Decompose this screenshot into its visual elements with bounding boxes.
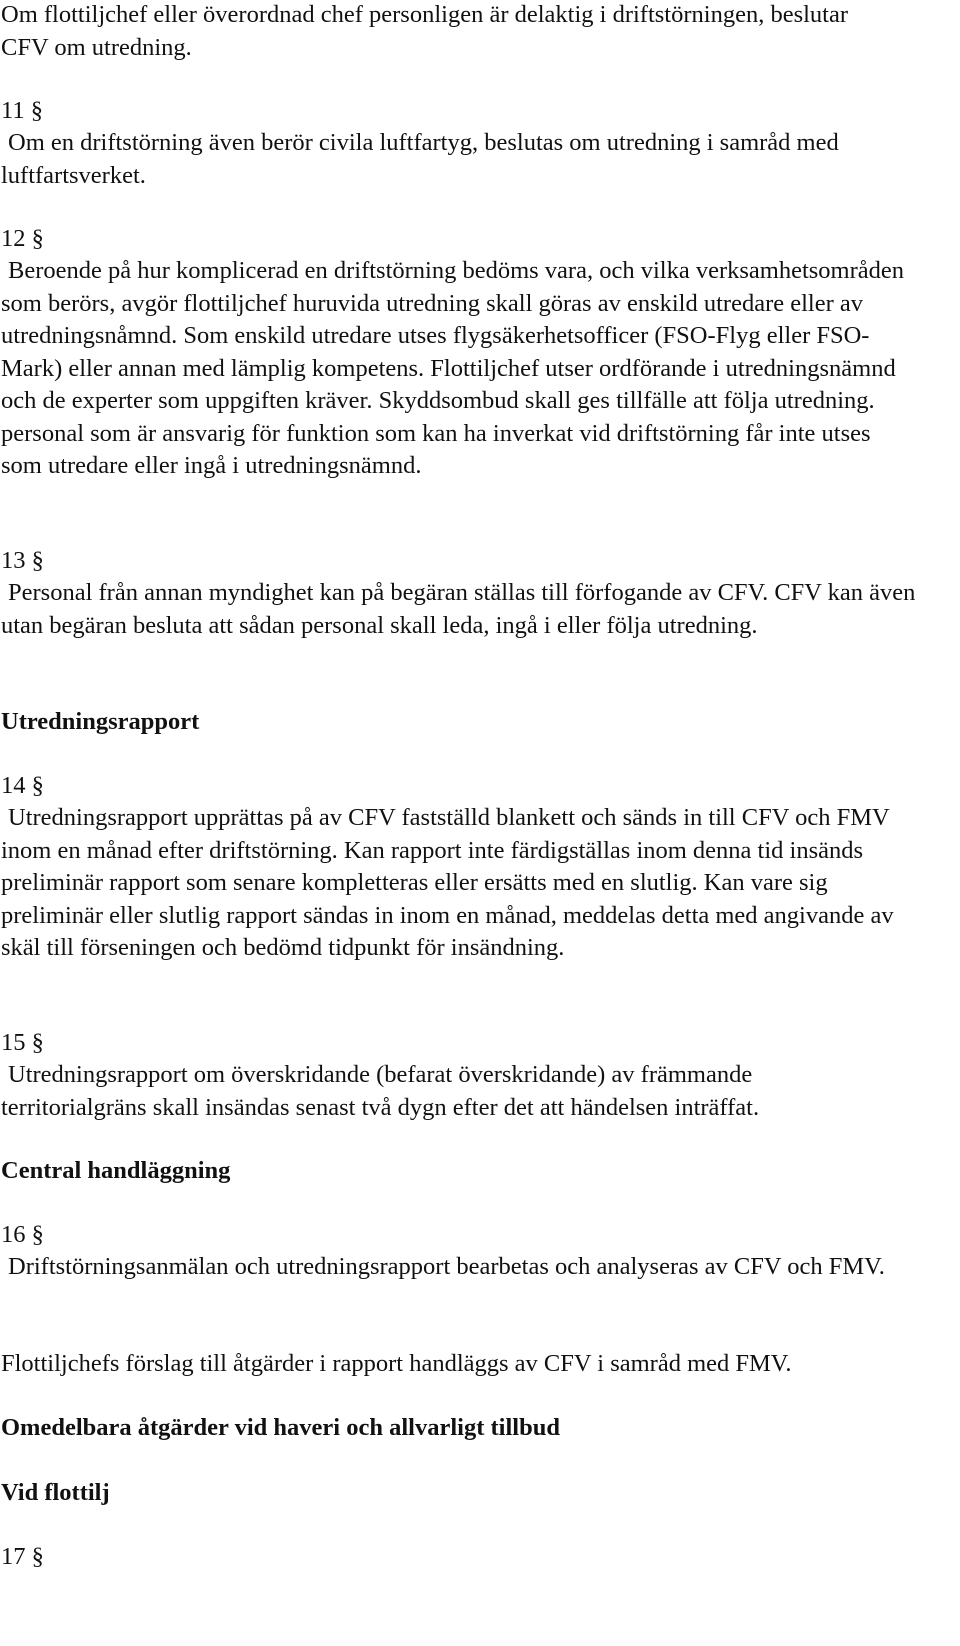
flottiljchefs-paragraph: Flottiljchefs förslag till åtgärder i rapport handläggs av CFV i samråd med FMV.	[1, 1350, 792, 1377]
section-12-number: 12 §	[1, 225, 44, 252]
section-15-number: 15 §	[1, 1029, 44, 1056]
heading-central-handlaggning: Central handläggning	[1, 1157, 231, 1184]
section-16-number: 16 §	[1, 1221, 44, 1248]
section-11-text: Om en driftstörning även berör civila luftfartyg, beslutas om utredning i samråd med luftfartsverket.	[1, 129, 839, 189]
section-17-number: 17 §	[1, 1543, 44, 1570]
section-14-text: Utredningsrapport upprättas på av CFV fastställd blankett och sänds in till CFV och FMV inom en månad efter driftstörning. Kan rapport inte färdigställas inom denna tid insänds preliminär rapport som senare kompletteras eller ersätts med en slutlig. Kan vare sig preliminär eller slutlig rapport sändas in inom en månad, meddelas detta med angivande av skäl till förseningen och bedömd tidpunkt för insändning.	[1, 804, 894, 961]
intro-paragraph: Om flottiljchef eller överordnad chef personligen är delaktig i driftstörningen, beslutar CFV om utredning.	[1, 1, 849, 61]
section-13-text: Personal från annan myndighet kan på begäran ställas till förfogande av CFV. CFV kan även utan begäran besluta att sådan personal skall leda, ingå i eller följa utredning.	[1, 579, 916, 639]
section-14-number: 14 §	[1, 772, 44, 799]
section-15-text: Utredningsrapport om överskridande (befarat överskridande) av främmande territorialgräns skall insändas senast två dygn efter det att händelsen inträffat.	[1, 1061, 760, 1121]
section-12-text: Beroende på hur komplicerad en driftstörning bedöms vara, och vilka verksamhetsområden som berörs, avgör flottiljchef huruvida utredning skall göras av enskild utredare eller av utredningsnåmnd. Som enskild utredare utses flygsäkerhetsofficer (FSO-Flyg eller FSO-Mark) eller annan med lämplig kompetens. Flottiljchef utser ordförande i utredningsnämnd och de experter som uppgiften kräver. Skyddsombud skall ges tillfälle att följa utredning. personal som är ansvarig för funktion som kan ha inverkat vid driftstörning får inte utses som utredare eller ingå i utredningsnämnd.	[1, 257, 905, 479]
heading-vid-flottilj: Vid flottilj	[1, 1479, 110, 1506]
heading-omedelbara-atgarder: Omedelbara åtgärder vid haveri och allvarligt tillbud	[1, 1414, 560, 1441]
section-16-text: Driftstörningsanmälan och utredningsrapport bearbetas och analyseras av CFV och FMV.	[8, 1253, 885, 1280]
section-13-number: 13 §	[1, 547, 44, 574]
heading-utredningsrapport: Utredningsrapport	[1, 708, 200, 735]
section-11-number: 11 §	[1, 97, 43, 124]
